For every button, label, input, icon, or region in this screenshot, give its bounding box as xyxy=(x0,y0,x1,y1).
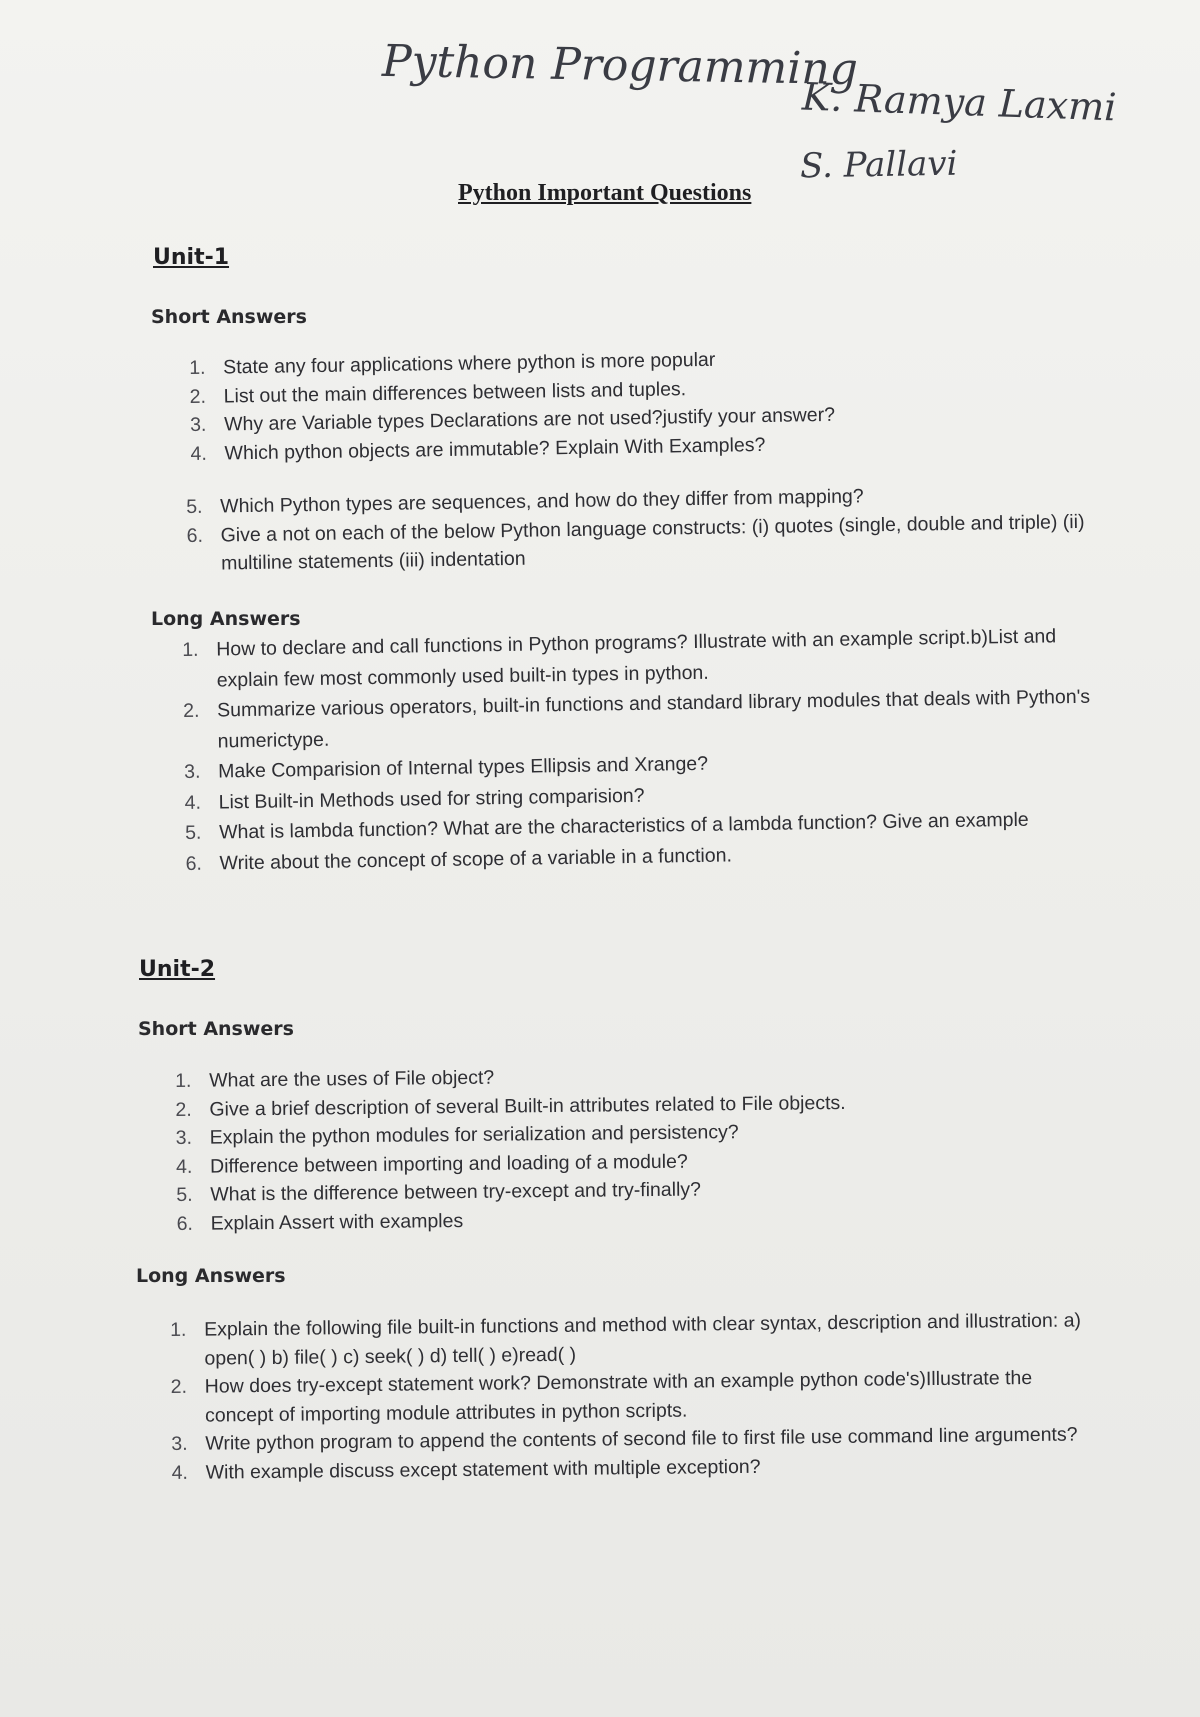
list-item: 4. Which python objects are immutable? Explain With Examples? xyxy=(190,433,766,465)
unit-2-heading: Unit-2 xyxy=(139,957,216,982)
unit-2-short-heading: Short Answers xyxy=(138,1018,294,1040)
list-item: 2. Summarize various operators, built-in functions and standard library modules that deals with Python's numerictype. xyxy=(183,685,1091,752)
unit-1-short-list xyxy=(189,343,911,468)
list-item: 3. Why are Variable types Declarations are not used?justify your answer? xyxy=(189,403,836,436)
list-item: 1. What are the uses of File object? xyxy=(175,1066,495,1092)
list-item: 2. List out the main differences between lists and tuples. xyxy=(189,377,687,408)
list-item: 6. Give a not on each of the below Python language constructs: (i) quotes (single, double and triple) (ii) multiline statements (iii) indentation xyxy=(186,510,1085,575)
list-item: 1. Explain the following file built-in functions and method with clear syntax, description and illustration: a) open( ) b) file( ) c) seek( ) d) tell( ) e)read( ) xyxy=(170,1309,1082,1370)
unit-1-short-list-cont xyxy=(186,479,1087,579)
list-item: 5. What is lambda function? What are the characteristics of a lambda function? Give an example xyxy=(184,808,1029,844)
unit-2-long-heading: Long Answers xyxy=(136,1265,286,1287)
list-item: 5. What is the difference between try-except and try-finally? xyxy=(176,1178,702,1206)
list-item: 3. Write python program to append the contents of second file to first file use command line arguments? xyxy=(171,1423,1078,1455)
list-item: 5. Which Python types are sequences, and how do they differ from mapping? xyxy=(186,485,864,518)
document-title: Python Important Questions xyxy=(458,180,752,206)
list-item: 4. With example discuss except statement with multiple exception? xyxy=(171,1455,761,1484)
unit-2-short-list xyxy=(175,1058,1037,1238)
handwritten-author-1: K. Ramya Laxmi xyxy=(801,74,1118,130)
list-item: 6. Explain Assert with examples xyxy=(176,1209,464,1235)
list-item: 4. Difference between importing and loading of a module? xyxy=(175,1150,688,1178)
list-item: 3. Make Comparision of Internal types Ellipsis and Xrange? xyxy=(183,752,709,783)
list-item: 3. Explain the python modules for serialization and persistency? xyxy=(175,1121,739,1149)
list-item: 4. List Built-in Methods used for string comparision? xyxy=(184,784,645,814)
handwritten-author-2: S. Pallavi xyxy=(799,143,958,187)
unit-2-long-list xyxy=(170,1306,1102,1487)
unit-1-long-list xyxy=(182,621,1098,879)
list-item: 2. How does try-except statement work? Demonstrate with an example python code's)Illustrate the concept of importing module attributes in python scripts. xyxy=(170,1366,1033,1427)
list-item: 1. How to declare and call functions in Python programs? Illustrate with an example script.b)List and explain few most commonly used built-in types in python. xyxy=(182,625,1057,691)
list-item: 6. Write about the concept of scope of a variable in a function. xyxy=(185,843,733,875)
list-item: 1. State any four applications where python is more popular xyxy=(189,348,716,379)
list-item: 2. Give a brief description of several Built-in attributes related to File objects. xyxy=(175,1091,846,1121)
handwritten-title: Python Programming xyxy=(381,35,859,96)
unit-1-heading: Unit-1 xyxy=(153,245,230,270)
unit-1-long-heading: Long Answers xyxy=(151,608,301,630)
unit-1-short-heading: Short Answers xyxy=(151,306,307,328)
